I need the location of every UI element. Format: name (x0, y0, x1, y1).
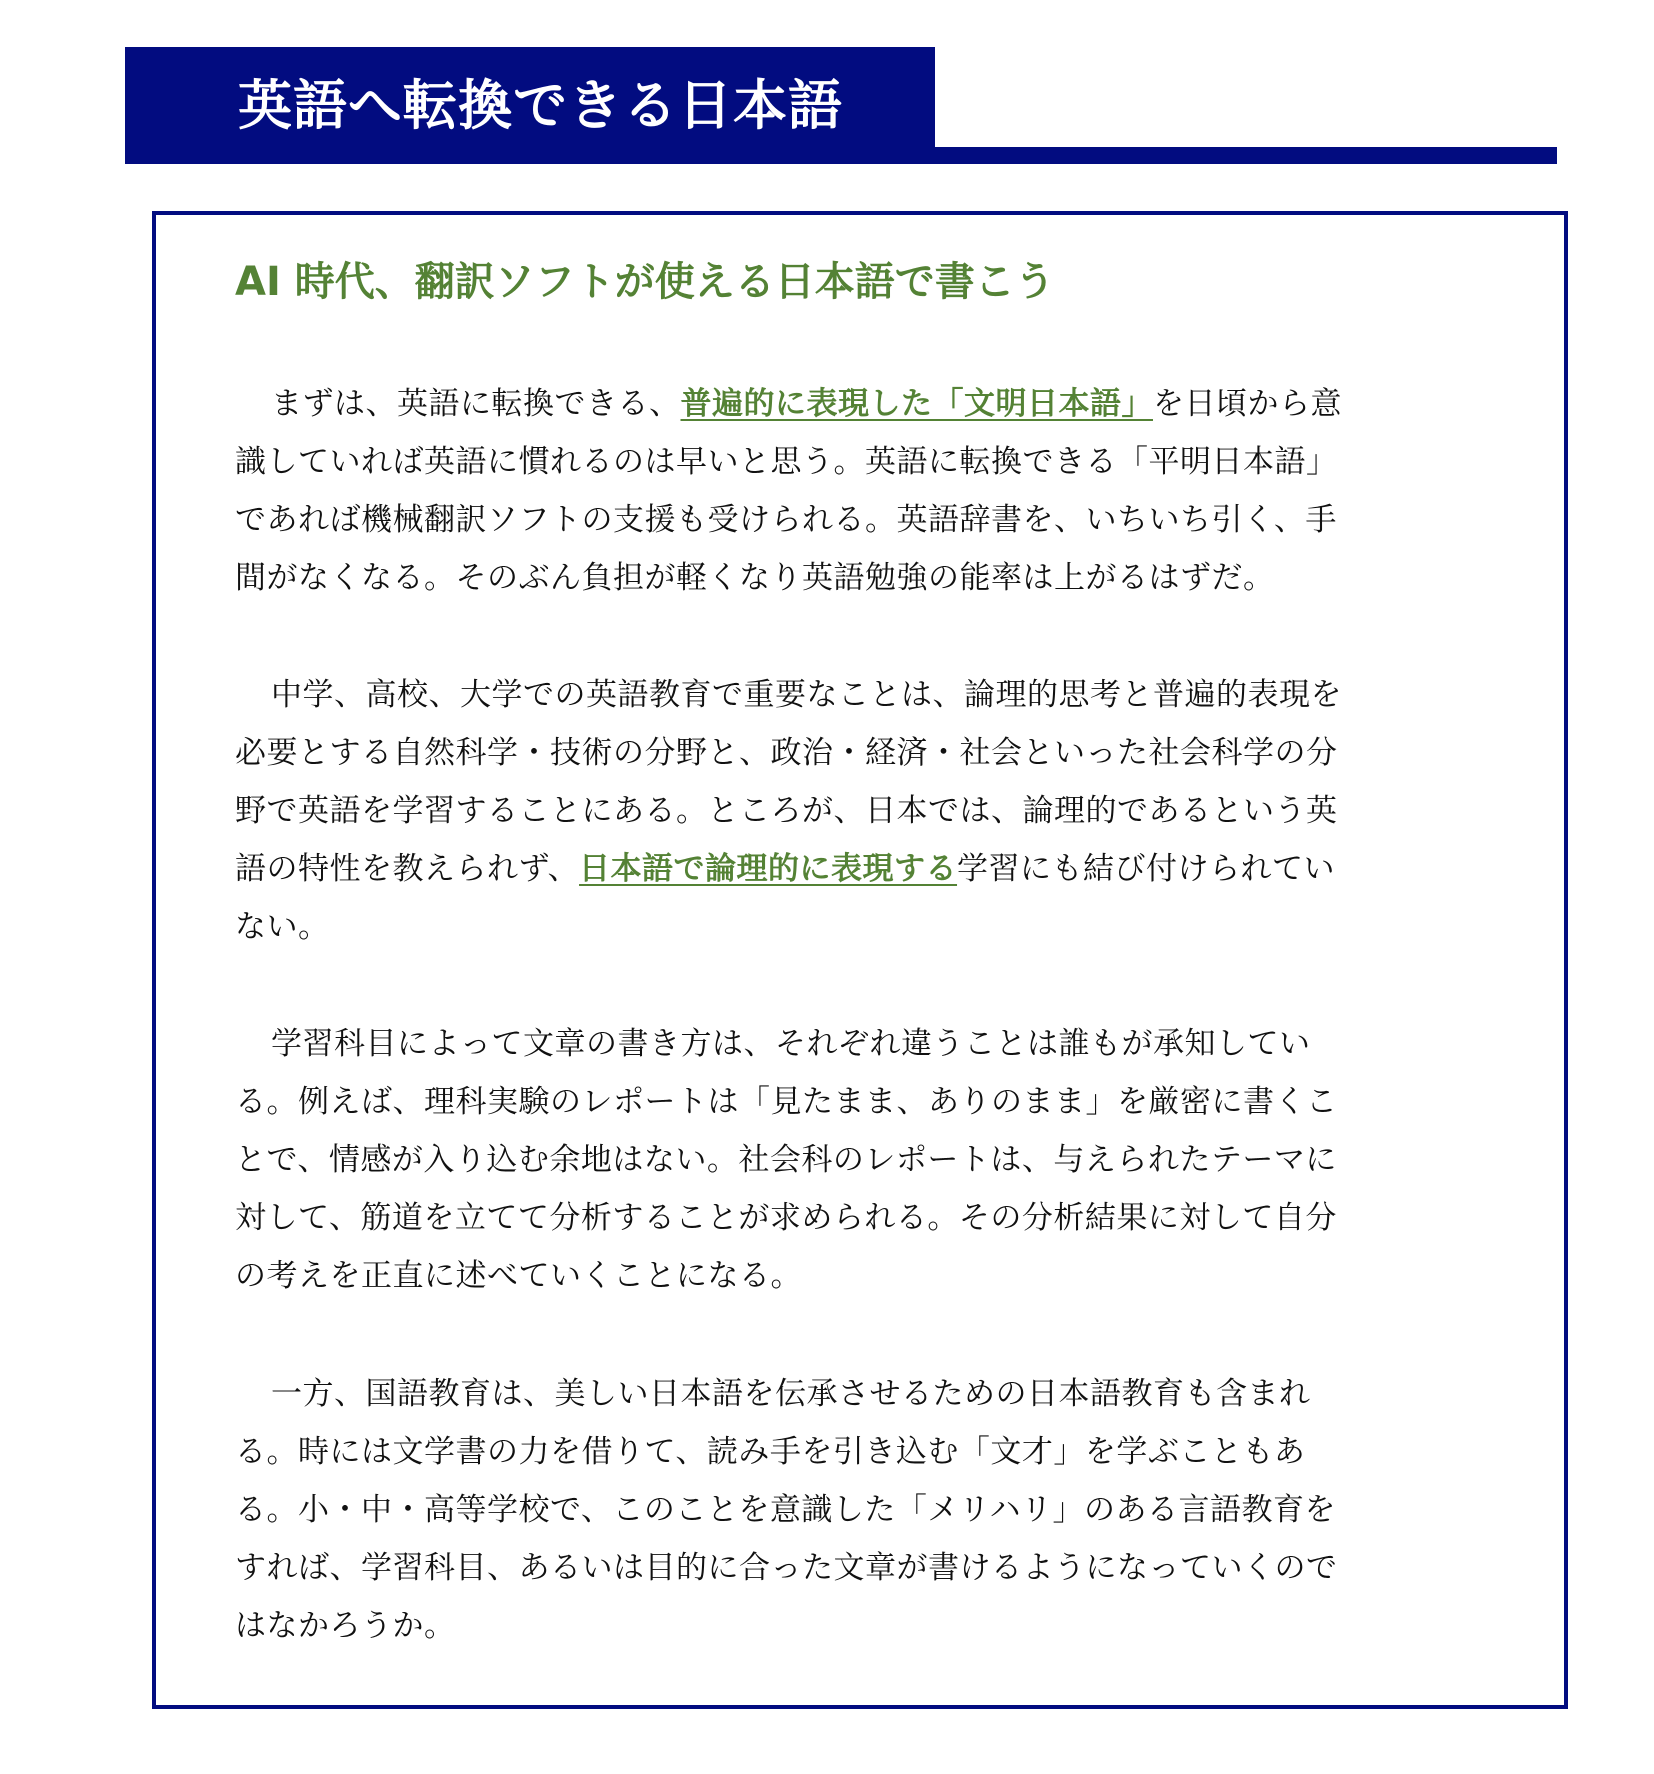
paragraph-1-text-before: まずは、英語に転換できる、 (271, 386, 681, 422)
paragraph-2-text-before: 中学、高校、大学での英語教育で重要なことは、論理的思考と普遍的表現を必要とする自然科学・技術の分野と、政治・経済・社会といった社会科学の分野で英語を学習することにある。ところが、日本では、論理的であるという英語の特性を教えられず、 (235, 677, 1342, 887)
paragraph-3-text: 学習科目によって文章の書き方は、それぞれ違うことは誰もが承知している。例えば、理科実験のレポートは「見たまま、ありのまま」を厳密に書くことで、情感が入り込む余地はない。社会科のレポートは、与えられたテーマに対して、筋道を立てて分析することが求められる。その分析結果に対して自分の考えを正直に述べていくことになる。 (235, 1026, 1338, 1294)
bunmei-nihongo-link[interactable]: 普遍的に表現した「文明日本語」 (680, 386, 1153, 422)
paragraph-4-text: 一方、国語教育は、美しい日本語を伝承させるための日本語教育も含まれる。時には文学書の力を借りて、読み手を引き込む「文才」を学ぶこともある。小・中・高等学校で、このことを意識した「メリハリ」のある言語教育をすれば、学習科目、あるいは目的に合った文章が書けるようになっていくのではなかろうか。 (235, 1376, 1338, 1644)
page-title: 英語へ転換できる日本語 (238, 74, 843, 137)
header-rule (935, 147, 1557, 164)
paragraph-1 (235, 375, 1345, 607)
logical-expression-link[interactable]: 日本語で論理的に表現する (579, 851, 958, 887)
section-subtitle: AI 時代、翻訳ソフトが使える日本語で書こう (235, 259, 1055, 305)
paragraph-2 (235, 666, 1345, 956)
paragraph-3 (235, 1015, 1345, 1305)
paragraph-4 (235, 1365, 1345, 1655)
paragraph-2-text-after: 学習にも結び付けられていない。 (235, 851, 1336, 945)
paragraph-1-text-after: を日頃から意識していれば英語に慣れるのは早いと思う。英語に転換できる「平明日本語」であれば機械翻訳ソフトの支援も受けられる。英語辞書を、いちいち引く、手間がなくなる。そのぶん負担が軽くなり英語勉強の能率は上がるはずだ。 (235, 386, 1342, 596)
